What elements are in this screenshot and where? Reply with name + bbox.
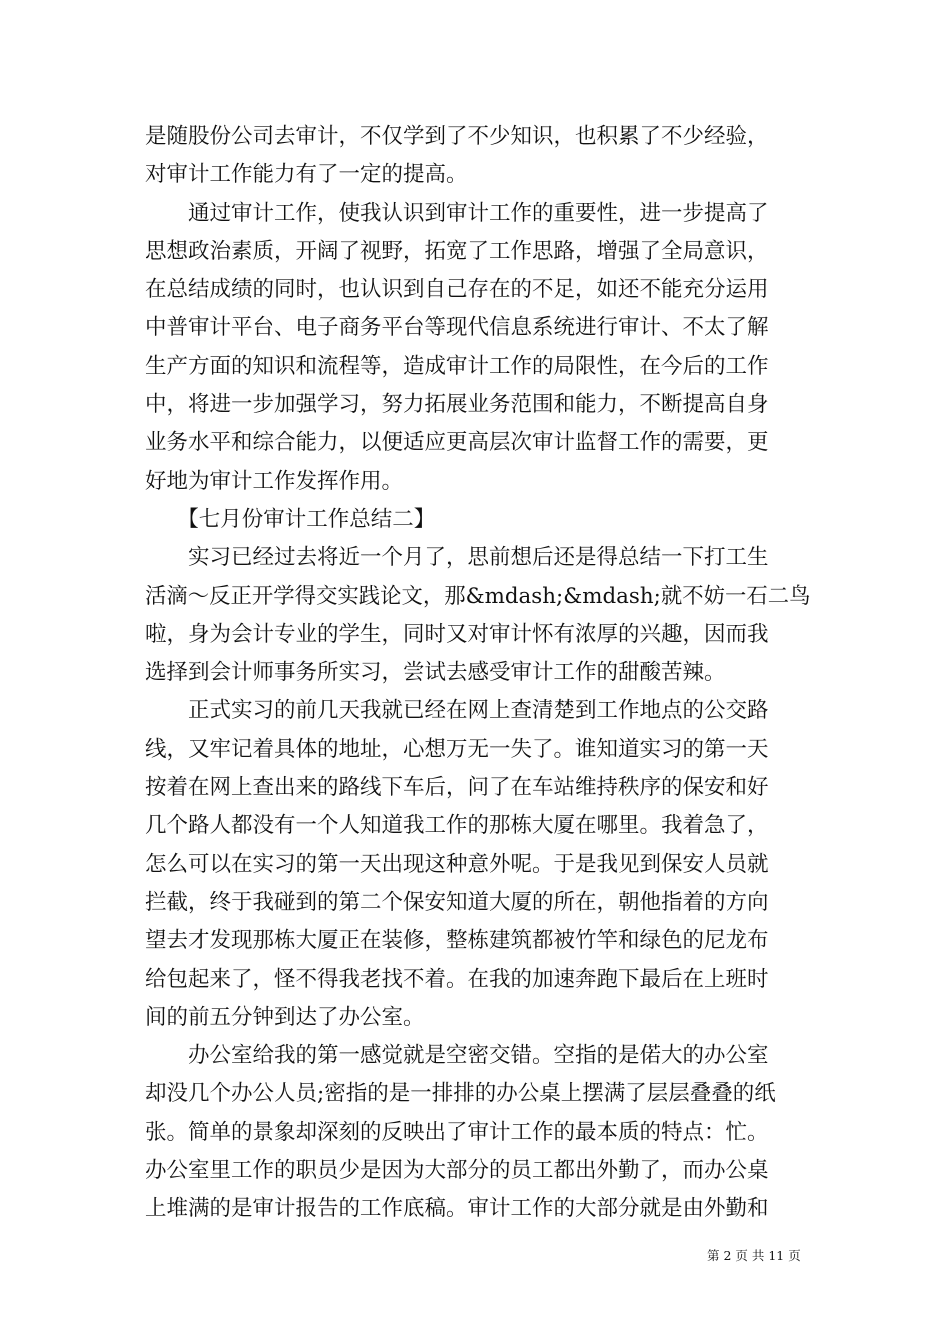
text-line: 望去才发现那栋大厦正在装修，整栋建筑都被竹竿和绿色的尼龙布 [145,928,769,954]
text-line: 【七月份审计工作总结二】 [145,506,436,532]
text-line: 思想政治素质，开阔了视野，拓宽了工作思路，增强了全局意识， [145,238,769,264]
text-line: 在总结成绩的同时，也认识到自己存在的不足，如还不能充分运用 [145,277,769,303]
text-line: 选择到会计师事务所实习，尝试去感受审计工作的甜酸苦辣。 [145,660,726,686]
text-line: 按着在网上查出来的路线下车后，问了在车站维持秩序的保安和好 [145,775,769,801]
text-line: 办公室给我的第一感觉就是空密交错。空指的是偌大的办公室 [145,1043,769,1069]
text-line: 好地为审计工作发挥作用。 [145,468,404,494]
text-line: 实习已经过去将近一个月了，思前想后还是得总结一下打工生 [145,545,769,571]
document-body [145,118,810,1229]
text-line: 给包起来了，怪不得我老找不着。在我的加速奔跑下最后在上班时 [145,966,769,992]
text-line: 线，又牢记着具体的地址，心想万无一失了。谁知道实习的第一天 [145,736,769,762]
text-line: 办公室里工作的职员少是因为大部分的员工都出外勤了，而办公桌 [145,1158,769,1184]
page-number-footer: 第 2 页 共 11 页 [707,1248,801,1263]
text-line: 怎么可以在实习的第一天出现这种意外呢。于是我见到保安人员就 [145,851,769,877]
text-line: 对审计工作能力有了一定的提高。 [145,162,468,188]
text-line: 通过审计工作，使我认识到审计工作的重要性，进一步提高了 [145,200,769,226]
text-line: 间的前五分钟到达了办公室。 [145,1004,425,1030]
text-line: 中普审计平台、电子商务平台等现代信息系统进行审计、不太了解 [145,315,769,341]
text-line: 生产方面的知识和流程等，造成审计工作的局限性，在今后的工作 [145,353,769,379]
text-line: 张。简单的景象却深刻的反映出了审计工作的最本质的特点：忙。 [145,1119,769,1145]
text-line: 拦截，终于我碰到的第二个保安知道大厦的所在，朝他指着的方向 [145,889,769,915]
text-line: 上堆满的是审计报告的工作底稿。审计工作的大部分就是由外勤和 [145,1196,769,1222]
text-line: 正式实习的前几天我就已经在网上查清楚到工作地点的公交路 [145,698,769,724]
text-line: 几个路人都没有一个人知道我工作的那栋大厦在哪里。我着急了， [145,813,769,839]
text-line: 啦，身为会计专业的学生，同时又对审计怀有浓厚的兴趣，因而我 [145,621,769,647]
text-line: 中，将进一步加强学习，努力拓展业务范围和能力，不断提高自身 [145,392,769,418]
text-line: 业务水平和综合能力，以便适应更高层次审计监督工作的需要，更 [145,430,769,456]
text-line: 活滴～反正开学得交实践论文，那&mdash;&mdash;就不妨一石二鸟 [145,583,811,609]
text-line: 是随股份公司去审计，不仅学到了不少知识，也积累了不少经验， [145,124,769,149]
text-line: 却没几个办公人员;密指的是一排排的办公桌上摆满了层层叠叠的纸 [145,1081,776,1107]
